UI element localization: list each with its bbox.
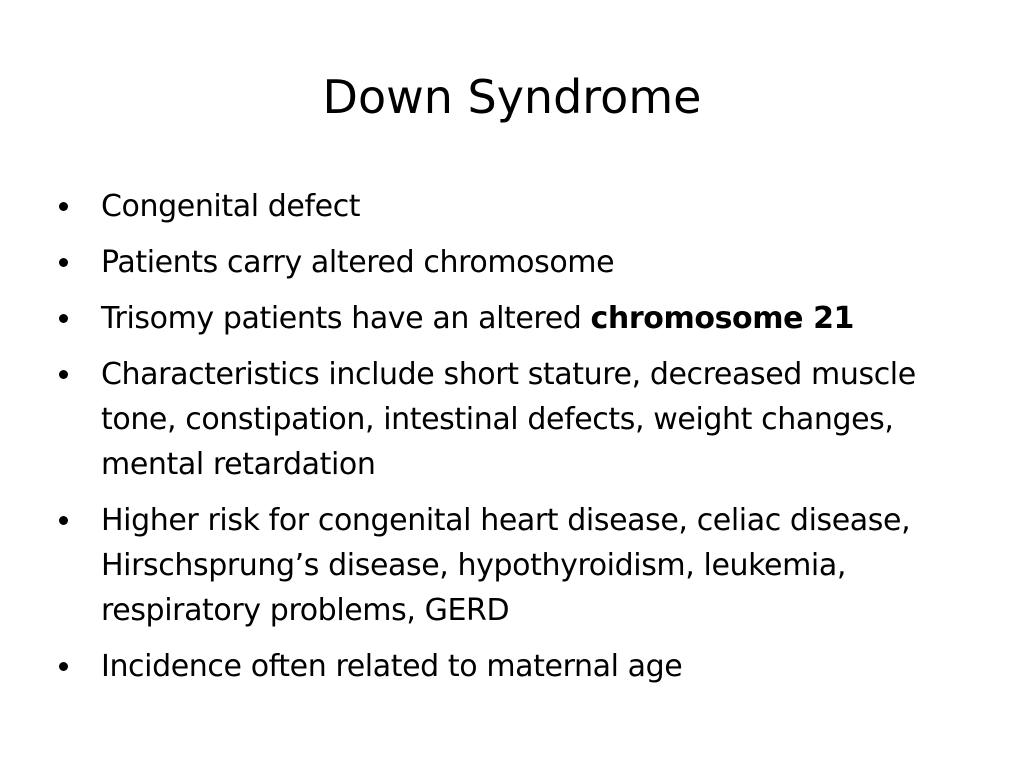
bullet-item xyxy=(56,296,976,341)
bullet-dot-icon xyxy=(59,370,68,379)
bullet-item xyxy=(56,240,976,285)
bullet-list xyxy=(56,184,976,700)
bullet-item xyxy=(56,352,976,487)
bullet-dot-icon xyxy=(59,314,68,323)
bullet-dot-icon xyxy=(59,662,68,671)
bullet-item xyxy=(56,644,976,689)
bullet-text: Trisomy patients have an altered xyxy=(101,301,591,336)
bullet-dot-icon xyxy=(59,202,68,211)
bullet-dot-icon xyxy=(59,516,68,525)
bullet-text: Characteristics include short stature, decreased muscle tone, constipation, intestinal defects, weight changes, mental retardation xyxy=(101,357,916,482)
bullet-text: Incidence often related to maternal age xyxy=(101,649,683,684)
bullet-text: Congenital defect xyxy=(101,189,361,224)
bullet-bold-text: chromosome 21 xyxy=(590,301,855,336)
bullet-dot-icon xyxy=(59,258,68,267)
bullet-item xyxy=(56,184,976,229)
bullet-text: Patients carry altered chromosome xyxy=(101,245,615,280)
bullet-item xyxy=(56,498,976,633)
bullet-text: Higher risk for congenital heart disease, celiac disease, Hirschsprung’s disease, hypothyroidism, leukemia, respiratory problems, GERD xyxy=(101,503,911,628)
slide-title: Down Syndrome xyxy=(322,70,702,124)
